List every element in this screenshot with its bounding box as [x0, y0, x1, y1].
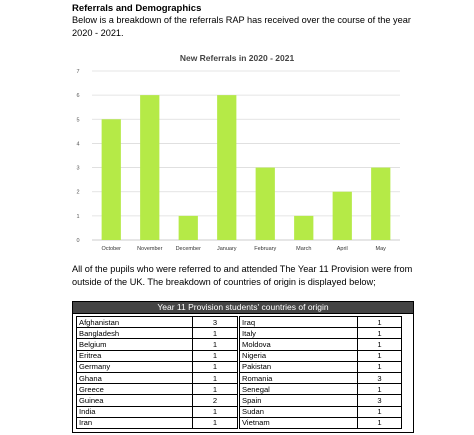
table-row — [240, 384, 402, 395]
count-cell: 1 — [358, 384, 402, 395]
country-cell: Ghana — [77, 372, 193, 383]
country-cell: Afghanistan — [77, 317, 193, 328]
table-row — [77, 395, 238, 406]
table-row — [240, 395, 402, 406]
table-row — [77, 372, 238, 383]
country-cell: Sudan — [240, 406, 358, 417]
count-cell: 1 — [193, 328, 238, 339]
country-cell: Italy — [240, 328, 358, 339]
bar-march — [294, 216, 313, 240]
count-cell: 1 — [358, 361, 402, 372]
section-heading: Referrals and Demographics — [72, 3, 202, 14]
count-cell: 1 — [193, 361, 238, 372]
table-row — [240, 317, 402, 328]
x-tick-label: March — [296, 246, 312, 252]
table-title: Year 11 Provision students' countries of origin — [73, 302, 413, 314]
x-tick-label: January — [216, 246, 237, 252]
count-cell: 1 — [358, 328, 402, 339]
country-cell: Nigeria — [240, 350, 358, 361]
count-cell: 3 — [193, 317, 238, 328]
table-row — [77, 406, 238, 417]
x-tick-label: February — [254, 246, 277, 252]
bar-november — [140, 95, 159, 240]
count-cell: 2 — [193, 395, 238, 406]
table-row — [240, 372, 402, 383]
x-tick-label: October — [101, 246, 122, 252]
count-cell: 1 — [193, 350, 238, 361]
countries-intro-paragraph: All of the pupils who were referred to and attended The Year 11 Provision were from outside of the UK. The breakdown of countries of origin is displayed below; — [72, 264, 413, 287]
bar-january — [217, 95, 236, 240]
count-cell: 1 — [193, 406, 238, 417]
x-tick-label: November — [137, 246, 163, 252]
count-cell: 3 — [358, 372, 402, 383]
count-cell: 3 — [358, 395, 402, 406]
y-tick-label: 0 — [76, 238, 80, 244]
country-cell: Iran — [77, 417, 193, 428]
country-cell: Eritrea — [77, 350, 193, 361]
count-cell: 1 — [358, 406, 402, 417]
countries-table — [72, 301, 414, 433]
country-cell: Moldova — [240, 339, 358, 350]
count-cell: 1 — [358, 339, 402, 350]
table-row — [240, 406, 402, 417]
y-tick-label: 6 — [76, 93, 80, 100]
table-row — [240, 361, 402, 372]
x-tick-label: December — [175, 246, 201, 252]
count-cell: 1 — [193, 417, 238, 428]
intro-paragraph: Below is a breakdown of the referrals RAP has received over the course of the year 2020 - 2021. — [72, 15, 411, 38]
table-row — [240, 328, 402, 339]
count-cell: 1 — [193, 384, 238, 395]
table-row — [240, 417, 402, 428]
y-tick-label: 2 — [76, 189, 80, 196]
chart-title: New Referrals in 2020 - 2021 — [179, 53, 295, 63]
y-tick-label: 4 — [76, 141, 80, 148]
country-cell: Iraq — [240, 317, 358, 328]
country-cell: Guinea — [77, 395, 193, 406]
table-row — [77, 361, 238, 372]
y-tick-label: 5 — [76, 117, 80, 124]
referrals-bar-chart — [66, 44, 412, 256]
table-row — [77, 328, 238, 339]
x-tick-label: April — [336, 246, 348, 252]
country-cell: Bangladesh — [77, 328, 193, 339]
countries-table-left — [76, 316, 238, 429]
countries-table-right — [239, 316, 402, 429]
bar-december — [179, 216, 198, 240]
table-row — [77, 317, 238, 328]
y-tick-label: 1 — [76, 213, 80, 220]
count-cell: 1 — [193, 372, 238, 383]
country-cell: Senegal — [240, 384, 358, 395]
table-row — [77, 417, 238, 428]
country-cell: Vietnam — [240, 417, 358, 428]
bar-april — [333, 192, 352, 240]
country-cell: Germany — [77, 361, 193, 372]
count-cell: 1 — [358, 350, 402, 361]
y-tick-label: 7 — [76, 69, 80, 75]
bar-february — [256, 168, 275, 240]
country-cell: Belgium — [77, 339, 193, 350]
table-row — [77, 384, 238, 395]
country-cell: Greece — [77, 384, 193, 395]
country-cell: Spain — [240, 395, 358, 406]
country-cell: Pakistan — [240, 361, 358, 372]
y-tick-label: 3 — [76, 165, 80, 172]
bar-may — [371, 168, 390, 240]
country-cell: India — [77, 406, 193, 417]
table-row — [77, 350, 238, 361]
table-row — [240, 350, 402, 361]
table-row — [77, 339, 238, 350]
bar-october — [102, 119, 121, 240]
country-cell: Romania — [240, 372, 358, 383]
table-row — [240, 339, 402, 350]
x-tick-label: May — [375, 246, 386, 252]
count-cell: 1 — [193, 339, 238, 350]
count-cell: 1 — [358, 417, 402, 428]
count-cell: 1 — [358, 317, 402, 328]
